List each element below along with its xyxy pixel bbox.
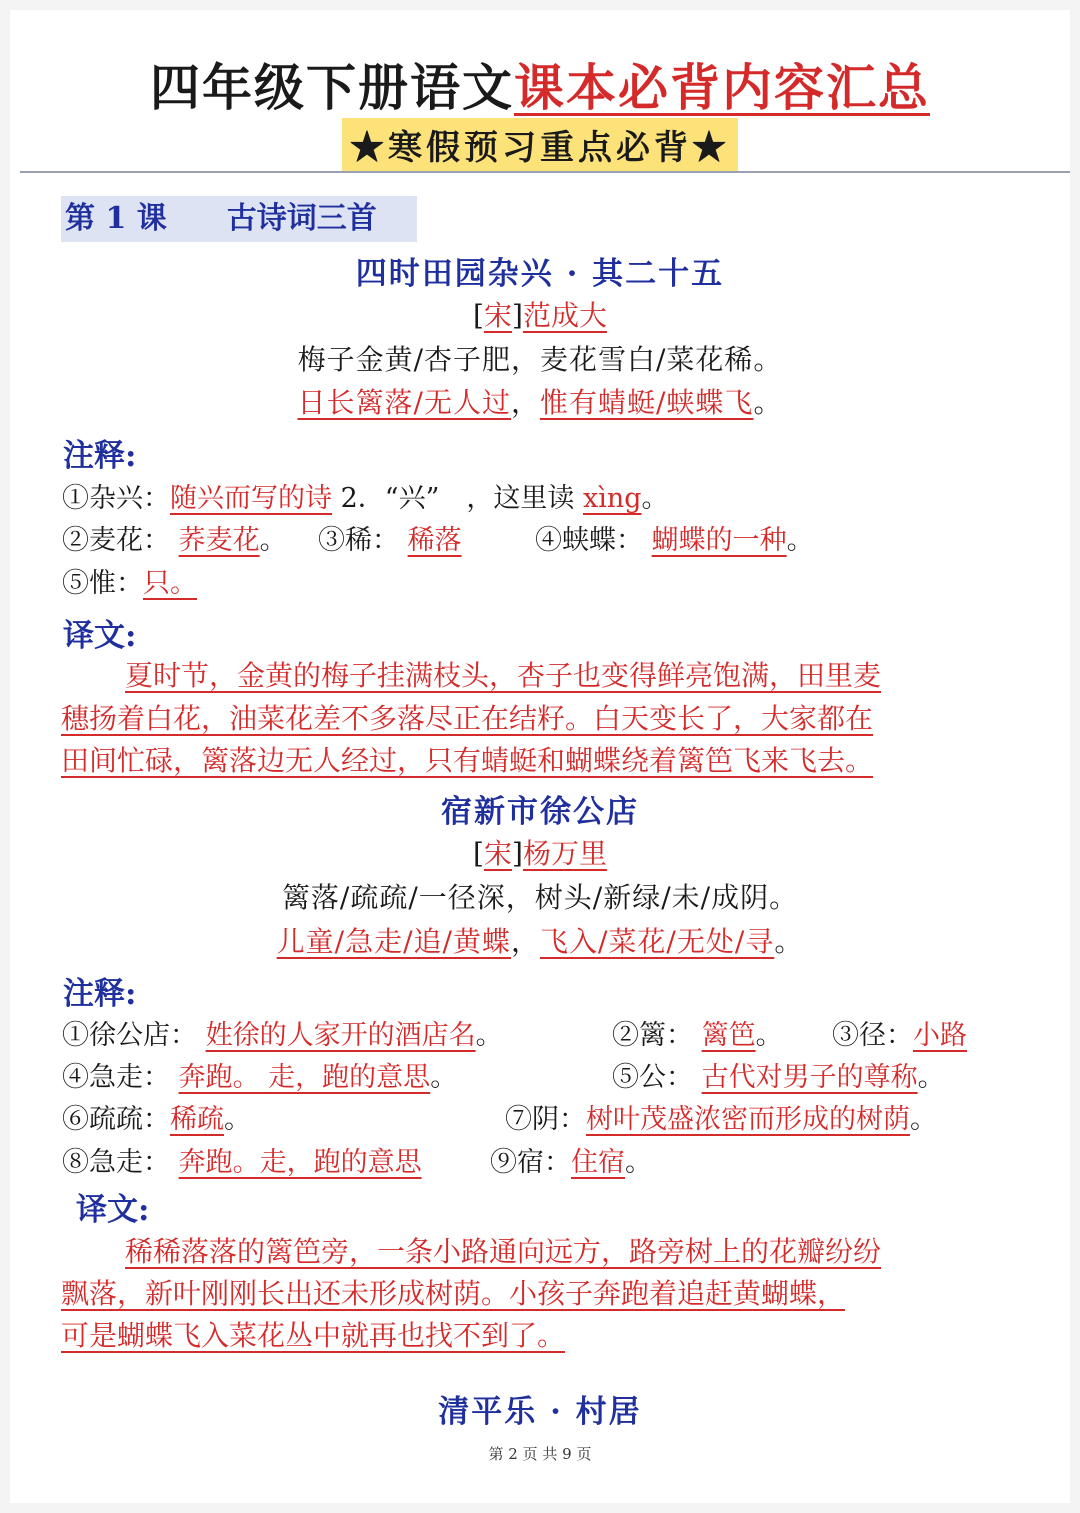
poem2-author: [宋]杨万里 xyxy=(473,837,607,870)
note-value: 稀落 xyxy=(407,525,462,556)
poem2-line2-end: 。 xyxy=(774,925,804,958)
poem2-note-4: ④急走： 奔跑。 走，跑的意思。 xyxy=(62,1062,458,1093)
poem2-translation-heading: 译文: xyxy=(76,1192,150,1228)
note-value: 只。 xyxy=(143,568,197,599)
poem2-translation-line1: 稀稀落落的篱笆旁，一条小路通向远方，路旁树上的花瓣纷纷 xyxy=(125,1235,882,1268)
poem1-note-1: ①杂兴：随兴而写的诗 2．“兴” ，这里读 xìng。 xyxy=(62,483,669,514)
poem1-line2a: 日长篱落/无人过 xyxy=(297,386,511,419)
poem2-note-5: ⑤公： 古代对男子的尊称。 xyxy=(612,1062,945,1093)
preview-banner: ★寒假预习重点必背★ xyxy=(342,118,738,171)
note-label: ⑧急走： xyxy=(62,1147,170,1178)
title-red: 课本必背内容汇总 xyxy=(514,58,930,117)
poem2-note-7: ⑦阴：树叶茂盛浓密而形成的树荫。 xyxy=(505,1104,937,1135)
note-value: 姓徐的人家开的酒店名 xyxy=(205,1020,476,1051)
page-number: 第 2 页 共 9 页 xyxy=(488,1445,592,1463)
note-label: ⑦阴： xyxy=(505,1104,586,1135)
poem1-author-name: 范成大 xyxy=(522,299,607,332)
poem1-dynasty: 宋 xyxy=(483,299,512,332)
poem2-note-1: ①徐公店： 姓徐的人家开的酒店名。 xyxy=(62,1020,503,1051)
poem2-line1: 篱落/疏疏/一径深，树头/新绿/未/成阴。 xyxy=(281,881,799,914)
note-label: ②篱： xyxy=(612,1020,693,1051)
poem1-line1: 梅子金黄/杏子肥，麦花雪白/菜花稀。 xyxy=(297,343,783,376)
poem1-notes-heading: 注释: xyxy=(63,438,137,474)
lesson-heading xyxy=(61,196,417,242)
poem1-translation-line1: 夏时节，金黄的梅子挂满枝头，杏子也变得鲜亮饱满，田里麦 xyxy=(125,659,882,692)
note-value: 稀疏 xyxy=(170,1104,224,1135)
poem1-title: 四时田园杂兴 · 其二十五 xyxy=(355,256,725,292)
note-value: 蝴蝶的一种 xyxy=(651,525,787,556)
poem1-author: [宋]范成大 xyxy=(473,299,607,332)
note-label: ②麦花： xyxy=(62,525,170,556)
note-value: 古代对男子的尊称 xyxy=(701,1062,918,1093)
note-value: 篱笆 xyxy=(701,1020,756,1051)
note-extra: 2．“兴” ，这里读 xyxy=(340,483,575,514)
poem2-note-9: ⑨宿：住宿。 xyxy=(490,1147,652,1178)
poem1-note-4: ④蛱蝶： 蝴蝶的一种。 xyxy=(535,525,814,556)
lesson-title: 古诗词三首 xyxy=(226,201,377,236)
poem1-note-3 xyxy=(318,518,462,557)
header-divider xyxy=(20,171,1070,173)
poem1-line2 xyxy=(0,381,1080,421)
note-value: 奔跑。 走，跑的意思 xyxy=(178,1062,431,1093)
poem2-notes-heading: 注释: xyxy=(63,976,137,1012)
poem1-translation-heading: 译文: xyxy=(63,618,137,654)
title-black: 四年级下册语文 xyxy=(150,58,514,117)
poem2-note-6: ⑥疏疏：稀疏。 xyxy=(62,1104,251,1135)
note-pinyin: xìng xyxy=(582,483,642,514)
note-label: ③稀： xyxy=(318,525,399,556)
poem1-translation-line3: 田间忙碌，篱落边无人经过，只有蜻蜓和蝴蝶绕着篱笆飞来飞去。 xyxy=(61,744,874,777)
note-value: 住宿 xyxy=(571,1147,625,1178)
note-label: ④蛱蝶： xyxy=(535,525,643,556)
note-label: ①徐公店： xyxy=(62,1020,197,1051)
note-label: ③径： xyxy=(832,1020,913,1051)
note-label: ⑨宿： xyxy=(490,1147,571,1178)
poem2-note-2: ②篱： 篱笆。 xyxy=(612,1020,783,1051)
note-label: ⑤惟： xyxy=(62,568,143,599)
poem1-line2b: 惟有蜻蜓/蛱蝶飞 xyxy=(540,386,754,419)
note-value: 随兴而写的诗 xyxy=(170,483,332,514)
lesson-label: 第 1 课 xyxy=(65,201,167,236)
poem2-line2-comma: ， xyxy=(510,925,540,958)
note-value: 荞麦花 xyxy=(178,525,260,556)
poem2-translation-line2: 飘落，新叶刚刚长出还未形成树荫。小孩子奔跑着追赶黄蝴蝶， xyxy=(61,1277,846,1310)
poem1-line2-comma: ， xyxy=(510,386,540,419)
note-label: ⑤公： xyxy=(612,1062,693,1093)
poem1-note-2: ②麦花： 荞麦花。 xyxy=(62,525,287,556)
page-title xyxy=(0,48,1080,120)
poem2-line2 xyxy=(0,920,1080,960)
poem3-title: 清平乐 · 村居 xyxy=(438,1394,642,1430)
note-value: 树叶茂盛浓密而形成的树荫 xyxy=(586,1104,910,1135)
poem2-translation-line3: 可是蝴蝶飞入菜花丛中就再也找不到了。 xyxy=(61,1319,566,1352)
poem1-translation-line2: 穗扬着白花，油菜花差不多落尽正在结籽。白天变长了，大家都在 xyxy=(61,702,874,735)
poem2-note-3 xyxy=(832,1013,967,1052)
poem2-dynasty: 宋 xyxy=(483,837,512,870)
poem2-line2b: 飞入/菜花/无处/寻 xyxy=(540,925,775,958)
note-value: 奔跑。走，跑的意思 xyxy=(178,1147,422,1178)
note-label: ①杂兴： xyxy=(62,483,170,514)
poem2-note-8 xyxy=(62,1140,422,1179)
note-label: ④急走： xyxy=(62,1062,170,1093)
poem1-line2-end: 。 xyxy=(753,386,783,419)
note-label: ⑥疏疏： xyxy=(62,1104,170,1135)
poem2-line2a: 儿童/急走/追/黄蝶 xyxy=(276,925,511,958)
poem2-author-name: 杨万里 xyxy=(522,837,607,870)
poem2-title: 宿新市徐公店 xyxy=(441,794,639,830)
poem1-note-5 xyxy=(62,561,197,600)
note-value: 小路 xyxy=(913,1020,967,1051)
